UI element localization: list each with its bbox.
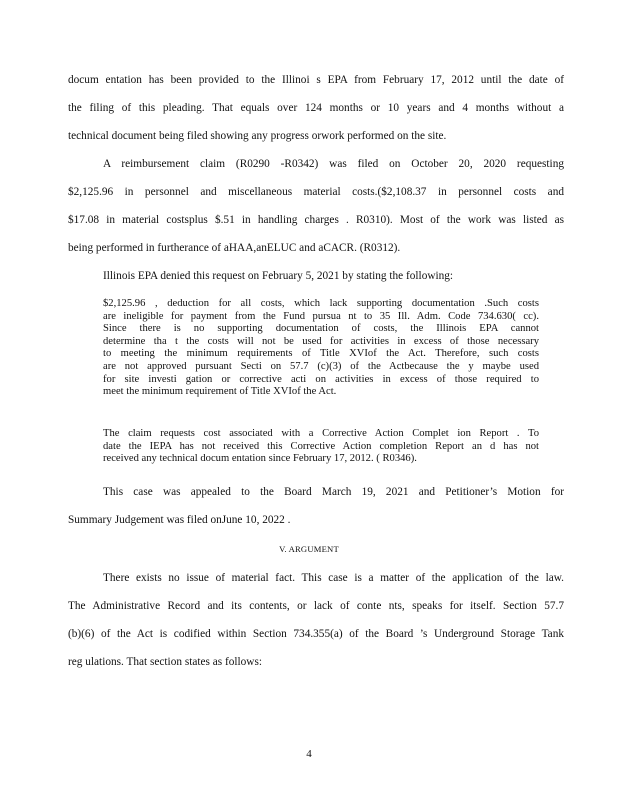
paragraph-1-line-3: technical document being filed showing any progress orwork performed on the site. — [68, 130, 447, 142]
quote-1-line: to meeting the minimum requirements of Title XVIof the Act. Therefore, such costs — [103, 348, 539, 360]
quote-2-line: received any technical docum entation since February 17, 2012. ( R0346). — [103, 453, 417, 465]
paragraph-5-line-4: reg ulations. That section states as follows: — [68, 656, 262, 668]
quote-1-line: for site investi gation or corrective acti on activities in excess of those required to — [103, 373, 539, 385]
paragraph-5-line-2: The Administrative Record and its contents, or lack of conte nts, speaks for itself. Section 57.7 — [68, 600, 564, 612]
quote-2-line: date the IEPA has not received this Corrective Action completion Report an d has not — [103, 440, 539, 452]
page-number: 4 — [306, 748, 312, 760]
paragraph-4-line-1: This case was appealed to the Board March 19, 2021 and Petitioner’s Motion for — [103, 486, 564, 498]
quote-1-line: Since there is no supporting documentation of costs, the Illinois EPA cannot — [103, 323, 539, 335]
quote-1-line: $2,125.96 , deduction for all costs, which lack supporting documentation .Such costs — [103, 298, 539, 309]
quote-1-line: determine tha t the costs will not be used for activities in excess of those necessary — [103, 335, 539, 347]
paragraph-2-line-4: being performed in furtherance of aHAA,anELUC and aCACR. (R0312). — [68, 242, 401, 254]
paragraph-2-line-3: $17.08 in material costsplus $.51 in handling charges . R0310). Most of the work was listed as — [68, 214, 564, 226]
paragraph-5-line-3: (b)(6) of the Act is codified within Section 734.355(a) of the Board ’s Underground Storage Tank — [68, 628, 564, 640]
quote-2-line: The claim requests cost associated with a Corrective Action Complet ion Report . To — [103, 428, 539, 439]
paragraph-2-line-1: A reimbursement claim (R0290 -R0342) was filed on October 20, 2020 requesting — [103, 158, 564, 170]
section-heading: V. ARGUMENT — [279, 544, 339, 554]
quote-1-line: are ineligible for payment from the Fund pursua nt to 35 Ill. Adm. Code 734.630( cc). — [103, 310, 539, 322]
quote-1-line: are not approved pursuant Secti on 57.7 (c)(3) of the Actbecause the y maybe used — [103, 360, 539, 372]
paragraph-3-line-1: Illinois EPA denied this request on February 5, 2021 by stating the following: — [103, 270, 454, 282]
paragraph-2-line-2: $2,125.96 in personnel and miscellaneous material costs.($2,108.37 in personnel costs and — [68, 186, 564, 198]
block-quote-1 — [103, 298, 539, 399]
paragraph-1-line-1: docum entation has been provided to the Illinoi s EPA from February 17, 2012 until the date of — [68, 74, 564, 86]
paragraph-1-line-2: the filing of this pleading. That equals over 124 months or 10 years and 4 months without a — [68, 102, 564, 114]
quote-1-line: meet the minimum requirement of Title XVIof the Act. — [103, 386, 337, 398]
paragraph-4-line-2: Summary Judgement was filed onJune 10, 2022 . — [68, 514, 291, 526]
paragraph-5-line-1: There exists no issue of material fact. This case is a matter of the application of the law. — [103, 572, 564, 584]
block-quote-2 — [103, 428, 539, 466]
